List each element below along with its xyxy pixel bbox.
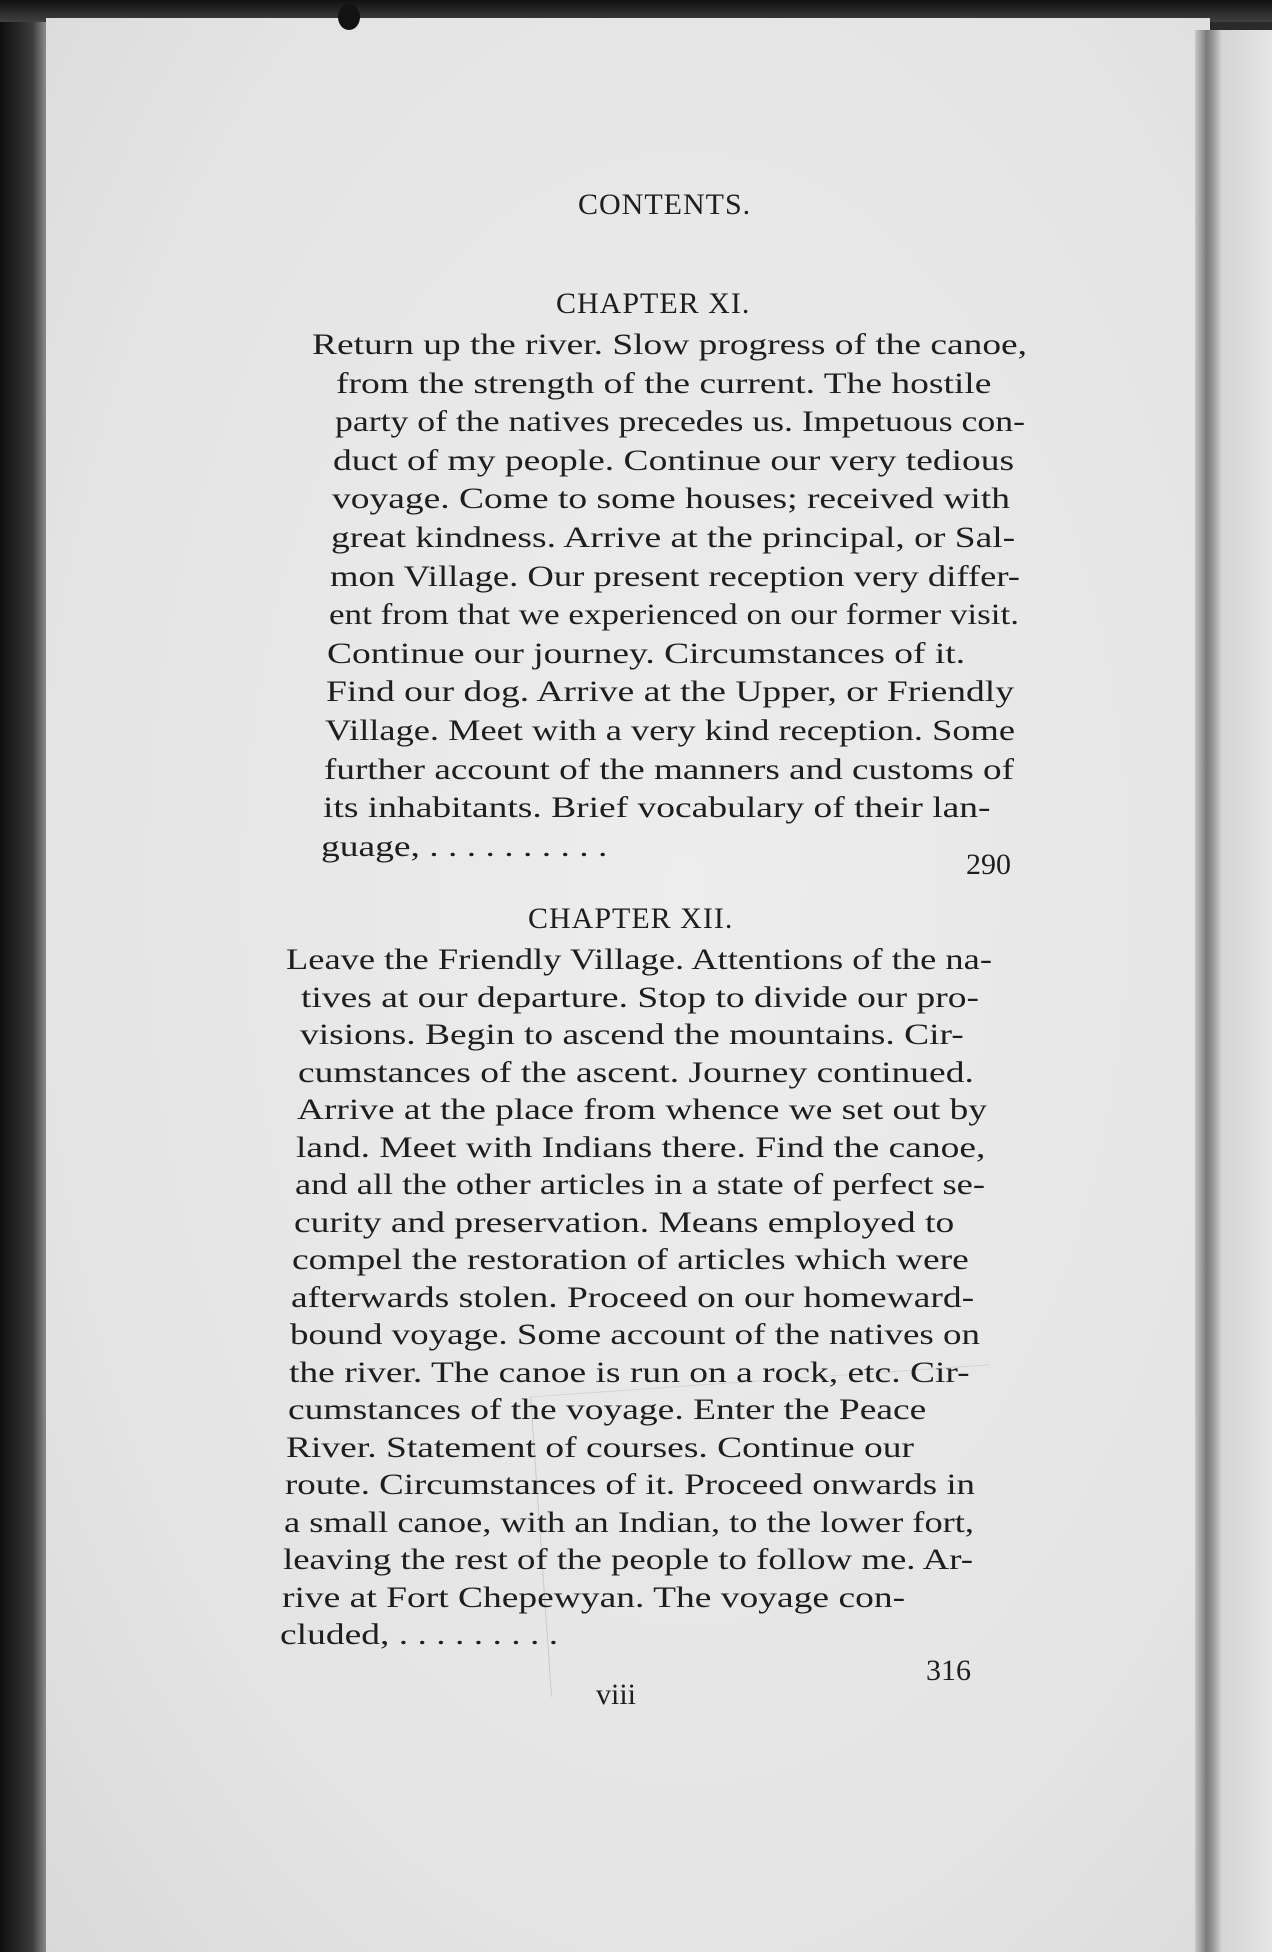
chapter-xi-page-number: 290 <box>966 848 1011 881</box>
summary-line: mon Village. Our present reception very differ- <box>329 559 1020 593</box>
summary-line: bound voyage. Some account of the natives on <box>290 1318 980 1351</box>
summary-line: duct of my people. Continue our very tedious <box>333 443 1015 477</box>
summary-line: visions. Begin to ascend the mountains. Cir- <box>299 1018 964 1051</box>
summary-line: further account of the manners and customs of <box>323 752 1014 786</box>
summary-line: tives at our departure. Stop to divide our pro- <box>300 980 979 1014</box>
summary-line: cumstances of the voyage. Enter the Peace <box>287 1393 926 1426</box>
summary-line: from the strength of the current. The hostile <box>335 366 992 400</box>
summary-line: Continue our journey. Circumstances of it. <box>327 636 966 670</box>
summary-line: Return up the river. Slow progress of the canoe, <box>312 328 1028 361</box>
summary-line: Village. Meet with a very kind reception. Some <box>325 714 1015 747</box>
summary-line: great kindness. Arrive at the principal, or Sal- <box>331 521 1016 554</box>
summary-line: afterwards stolen. Proceed on our homeward- <box>291 1280 975 1314</box>
summary-line: a small canoe, with an Indian, to the lower fort, <box>284 1505 975 1539</box>
chapter-xii-heading: CHAPTER XII. <box>528 902 734 935</box>
summary-line: cumstances of the ascent. Journey continued. <box>298 1055 975 1089</box>
summary-line: Arrive at the place from whence we set out by <box>297 1093 988 1126</box>
summary-line: party of the natives precedes us. Impetuous con- <box>334 405 1025 439</box>
summary-line: ent from that we experienced on our former visit. <box>328 598 1019 632</box>
summary-line: Leave the Friendly Village. Attentions of the na- <box>286 943 992 976</box>
summary-line: cluded, . . . . . . . . . <box>280 1618 559 1651</box>
summary-line: curity and preservation. Means employed to <box>293 1205 954 1239</box>
summary-line: Find our dog. Arrive at the Upper, or Friendly <box>326 675 1015 709</box>
summary-line: rive at Fort Chepewyan. The voyage con- <box>281 1580 905 1614</box>
summary-line: its inhabitants. Brief vocabulary of their lan- <box>322 791 991 825</box>
page-title: CONTENTS. <box>578 188 752 221</box>
summary-line: River. Statement of courses. Continue our <box>286 1430 915 1464</box>
chapter-xi-heading: CHAPTER XI. <box>556 287 751 320</box>
page-folio: viii <box>596 1678 637 1711</box>
summary-line: voyage. Come to some houses; received with <box>332 482 1011 516</box>
summary-line: leaving the rest of the people to follow me. Ar- <box>282 1543 973 1576</box>
summary-line: compel the restoration of articles which were <box>292 1243 970 1276</box>
summary-line: the river. The canoe is run on a rock, etc. Cir- <box>288 1355 970 1389</box>
summary-line: route. Circumstances of it. Proceed onwards in <box>285 1468 976 1501</box>
summary-line: guage, . . . . . . . . . . <box>321 829 608 863</box>
summary-line: land. Meet with Indians there. Find the canoe, <box>296 1130 986 1164</box>
summary-line: and all the other articles in a state of perfect se- <box>294 1168 985 1201</box>
chapter-xii-page-number: 316 <box>926 1654 971 1687</box>
